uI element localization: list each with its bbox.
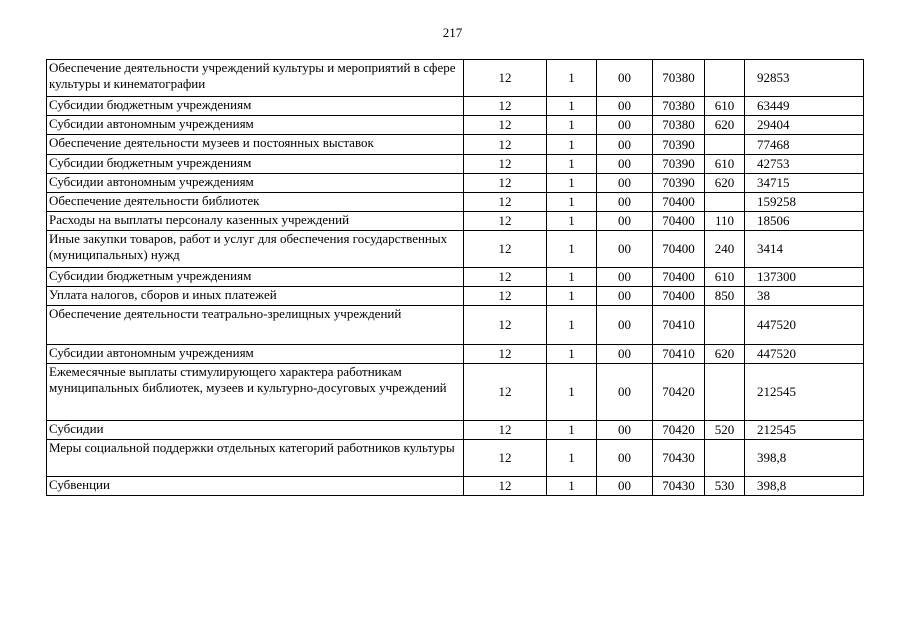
section-code-cell: 12 <box>464 345 547 364</box>
expense-type-cell <box>705 306 745 345</box>
amount-cell: 77468 <box>745 135 864 155</box>
table-row <box>47 306 864 345</box>
subsection-code-cell: 1 <box>547 440 597 477</box>
table-row <box>47 97 864 116</box>
table-row <box>47 287 864 306</box>
target-item-cell: 70380 <box>653 60 705 97</box>
program-code-cell: 00 <box>597 155 653 174</box>
target-item-cell: 70430 <box>653 440 705 477</box>
subsection-code-cell: 1 <box>547 421 597 440</box>
amount-cell: 3414 <box>745 231 864 268</box>
program-code-cell: 00 <box>597 287 653 306</box>
program-code-cell: 00 <box>597 212 653 231</box>
amount-cell: 29404 <box>745 116 864 135</box>
amount-cell: 159258 <box>745 193 864 212</box>
expense-type-cell: 240 <box>705 231 745 268</box>
program-code-cell: 00 <box>597 268 653 287</box>
program-code-cell: 00 <box>597 440 653 477</box>
row-name-cell: Субсидии бюджетным учреждениям <box>47 97 464 116</box>
amount-cell: 63449 <box>745 97 864 116</box>
row-name-cell: Обеспечение деятельности библиотек <box>47 193 464 212</box>
target-item-cell: 70380 <box>653 97 705 116</box>
table-row <box>47 440 864 477</box>
budget-table <box>46 59 864 496</box>
table-row <box>47 212 864 231</box>
expense-type-cell <box>705 60 745 97</box>
table-body <box>47 60 864 496</box>
subsection-code-cell: 1 <box>547 116 597 135</box>
amount-cell: 38 <box>745 287 864 306</box>
expense-type-cell: 850 <box>705 287 745 306</box>
target-item-cell: 70380 <box>653 116 705 135</box>
row-name-cell: Субсидии автономным учреждениям <box>47 174 464 193</box>
expense-type-cell: 520 <box>705 421 745 440</box>
row-name-cell: Меры социальной поддержки отдельных категорий работников культуры <box>47 440 464 477</box>
subsection-code-cell: 1 <box>547 345 597 364</box>
amount-cell: 42753 <box>745 155 864 174</box>
amount-cell: 212545 <box>745 421 864 440</box>
table-row <box>47 231 864 268</box>
subsection-code-cell: 1 <box>547 477 597 496</box>
subsection-code-cell: 1 <box>547 155 597 174</box>
amount-cell: 92853 <box>745 60 864 97</box>
program-code-cell: 00 <box>597 135 653 155</box>
expense-type-cell: 620 <box>705 345 745 364</box>
table-row <box>47 345 864 364</box>
section-code-cell: 12 <box>464 364 547 421</box>
target-item-cell: 70430 <box>653 477 705 496</box>
subsection-code-cell: 1 <box>547 135 597 155</box>
target-item-cell: 70400 <box>653 212 705 231</box>
amount-cell: 137300 <box>745 268 864 287</box>
expense-type-cell: 620 <box>705 174 745 193</box>
subsection-code-cell: 1 <box>547 212 597 231</box>
table-row <box>47 364 864 421</box>
subsection-code-cell: 1 <box>547 174 597 193</box>
expense-type-cell: 610 <box>705 97 745 116</box>
section-code-cell: 12 <box>464 421 547 440</box>
program-code-cell: 00 <box>597 193 653 212</box>
section-code-cell: 12 <box>464 440 547 477</box>
row-name-cell: Субсидии бюджетным учреждениям <box>47 155 464 174</box>
amount-cell: 447520 <box>745 345 864 364</box>
table-row <box>47 174 864 193</box>
program-code-cell: 00 <box>597 306 653 345</box>
row-name-cell: Иные закупки товаров, работ и услуг для обеспечения государственных (муниципальных) нужд <box>47 231 464 268</box>
expense-type-cell: 610 <box>705 268 745 287</box>
program-code-cell: 00 <box>597 116 653 135</box>
section-code-cell: 12 <box>464 116 547 135</box>
target-item-cell: 70410 <box>653 306 705 345</box>
program-code-cell: 00 <box>597 231 653 268</box>
target-item-cell: 70390 <box>653 135 705 155</box>
table-row <box>47 193 864 212</box>
row-name-cell: Ежемесячные выплаты стимулирующего характера работникам муниципальных библиотек, музеев и культурно-досуговых учреждений <box>47 364 464 421</box>
section-code-cell: 12 <box>464 135 547 155</box>
amount-cell: 398,8 <box>745 440 864 477</box>
row-name-cell: Субсидии автономным учреждениям <box>47 345 464 364</box>
subsection-code-cell: 1 <box>547 364 597 421</box>
row-name-cell: Обеспечение деятельности театрально-зрелищных учреждений <box>47 306 464 345</box>
target-item-cell: 70390 <box>653 155 705 174</box>
amount-cell: 212545 <box>745 364 864 421</box>
program-code-cell: 00 <box>597 345 653 364</box>
target-item-cell: 70420 <box>653 364 705 421</box>
section-code-cell: 12 <box>464 97 547 116</box>
section-code-cell: 12 <box>464 268 547 287</box>
table-row <box>47 60 864 97</box>
section-code-cell: 12 <box>464 174 547 193</box>
amount-cell: 447520 <box>745 306 864 345</box>
section-code-cell: 12 <box>464 193 547 212</box>
section-code-cell: 12 <box>464 155 547 174</box>
section-code-cell: 12 <box>464 306 547 345</box>
row-name-cell: Обеспечение деятельности учреждений культуры и мероприятий в сфере культуры и кинематографии <box>47 60 464 97</box>
subsection-code-cell: 1 <box>547 231 597 268</box>
expense-type-cell: 620 <box>705 116 745 135</box>
section-code-cell: 12 <box>464 287 547 306</box>
subsection-code-cell: 1 <box>547 268 597 287</box>
row-name-cell: Субвенции <box>47 477 464 496</box>
amount-cell: 18506 <box>745 212 864 231</box>
program-code-cell: 00 <box>597 477 653 496</box>
expense-type-cell: 530 <box>705 477 745 496</box>
row-name-cell: Расходы на выплаты персоналу казенных учреждений <box>47 212 464 231</box>
target-item-cell: 70420 <box>653 421 705 440</box>
target-item-cell: 70400 <box>653 193 705 212</box>
row-name-cell: Субсидии автономным учреждениям <box>47 116 464 135</box>
expense-type-cell <box>705 193 745 212</box>
table-row <box>47 155 864 174</box>
program-code-cell: 00 <box>597 174 653 193</box>
program-code-cell: 00 <box>597 60 653 97</box>
expense-type-cell <box>705 364 745 421</box>
program-code-cell: 00 <box>597 364 653 421</box>
subsection-code-cell: 1 <box>547 193 597 212</box>
amount-cell: 34715 <box>745 174 864 193</box>
table-row <box>47 135 864 155</box>
table-row <box>47 268 864 287</box>
table-row <box>47 421 864 440</box>
page-number: 217 <box>442 25 463 40</box>
target-item-cell: 70410 <box>653 345 705 364</box>
section-code-cell: 12 <box>464 60 547 97</box>
amount-cell: 398,8 <box>745 477 864 496</box>
section-code-cell: 12 <box>464 212 547 231</box>
target-item-cell: 70400 <box>653 231 705 268</box>
program-code-cell: 00 <box>597 97 653 116</box>
expense-type-cell: 610 <box>705 155 745 174</box>
table-row <box>47 477 864 496</box>
target-item-cell: 70390 <box>653 174 705 193</box>
subsection-code-cell: 1 <box>547 60 597 97</box>
expense-type-cell <box>705 440 745 477</box>
row-name-cell: Уплата налогов, сборов и иных платежей <box>47 287 464 306</box>
expense-type-cell: 110 <box>705 212 745 231</box>
row-name-cell: Субсидии <box>47 421 464 440</box>
row-name-cell: Обеспечение деятельности музеев и постоянных выставок <box>47 135 464 155</box>
target-item-cell: 70400 <box>653 268 705 287</box>
table-row <box>47 116 864 135</box>
subsection-code-cell: 1 <box>547 97 597 116</box>
subsection-code-cell: 1 <box>547 306 597 345</box>
expense-type-cell <box>705 135 745 155</box>
target-item-cell: 70400 <box>653 287 705 306</box>
row-name-cell: Субсидии бюджетным учреждениям <box>47 268 464 287</box>
program-code-cell: 00 <box>597 421 653 440</box>
subsection-code-cell: 1 <box>547 287 597 306</box>
section-code-cell: 12 <box>464 477 547 496</box>
section-code-cell: 12 <box>464 231 547 268</box>
